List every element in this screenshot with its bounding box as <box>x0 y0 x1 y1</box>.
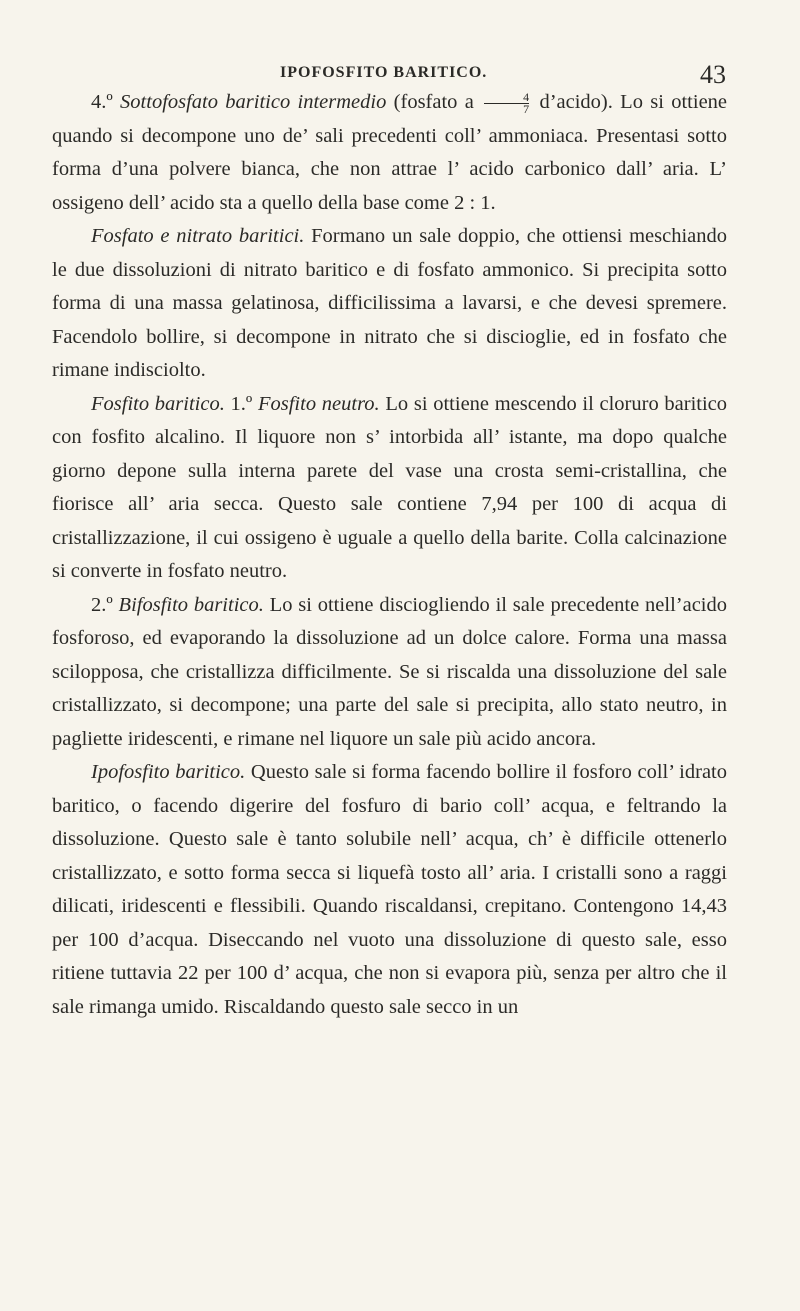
fraction-denominator: 7 <box>523 101 530 116</box>
paragraph-text: (fosfato a <box>386 91 482 113</box>
paragraph-heading: Bifosfito baritico. <box>118 593 264 616</box>
paragraph-text: Lo si ottiene mescendo il cloruro baritico con fosfito alcalino. Il liquore non s’ intorbida all’ istante, ma dopo qualche giorno depone sulla interna parete del vase una crosta semi-cristallina, che fiorisce all’ aria secca. Questo sale contiene 7,94 per 100 di acqua di cristallizzazione, il cui ossigeno è uguale a quello della barite. Colla calcinazione si converte in fosfato neutro. <box>52 392 728 582</box>
paragraph-ipofosfito <box>52 756 727 1024</box>
paragraph-sottofosfato <box>52 86 727 220</box>
paragraph-text: d’acido). Lo si ottiene quando si decompone uno de’ sali precedenti coll’ ammoniaca. Presentasi sotto forma d’una polvere bianca, che non attrae l’ acido carbonico dall’ aria. L’ ossigeno dell’ acido sta a quello della base come 2 : 1. <box>52 91 728 214</box>
paragraph-number: 2.º <box>91 593 119 616</box>
paragraph-text: Formano un sale doppio, che ottiensi meschiando le due dissoluzioni di nitrato baritico e di fosfato ammonico. Si precipita sotto forma di una massa gelatinosa, difficilissima a lavarsi, e che devesi spremere. Facendolo bollire, si decompone in nitrato che si discioglie, ed in fosfato che rimane indisciolto. <box>52 225 727 381</box>
page-number: 43 <box>700 60 726 89</box>
paragraph-number: 4.º <box>91 91 121 113</box>
body-text <box>52 86 727 1024</box>
paragraph-heading: Fosfato e nitrato baritici. <box>91 225 305 247</box>
paragraph-heading: Ipofosfito baritico. <box>91 761 246 783</box>
paragraph-heading: Sottofosfato baritico intermedio <box>120 91 387 113</box>
fraction <box>484 89 530 116</box>
paragraph-subheading: Fosfito neutro. <box>257 392 380 415</box>
paragraph-fosfato-nitrato <box>52 220 727 388</box>
fraction-numerator: 4 <box>484 92 529 104</box>
paragraph-heading: Fosfito baritico. <box>91 392 225 415</box>
paragraph-bifosfito <box>52 589 727 757</box>
running-head-title: IPOFOSFITO BARITICO. <box>280 64 488 81</box>
paragraph-text: Questo sale si forma facendo bollire il fosforo coll’ idrato baritico, o facendo digerire del fosfuro di bario coll’ acqua, e feltrando la dissoluzione. Questo sale è tanto solubile nell’ acqua, ch’ è difficile ottenerlo cristallizzato, e sotto forma secca si liquefà tosto all’ aria. I cristalli sono a raggi dilicati, iridescenti e flessibili. Quando riscaldansi, crepitano. Contengono 14,43 per 100 d’acqua. Diseccando nel vuoto una dissoluzione di questo sale, esso ritiene tuttavia 22 per 100 d’ acqua, che non si evapora più, senza per altro che il sale rimanga umido. Riscaldando questo sale secco in un <box>52 761 728 1018</box>
paragraph-text: Lo si ottiene disciogliendo il sale precedente nell’acido fosforoso, ed evaporando la dissoluzione ad un dolce calore. Forma una massa scilopposa, che cristallizza difficilmente. Se si riscalda una dissoluzione del sale cristallizzato, si decompone; una parte del sale si precipita, allo stato neutro, in pagliette iridescenti, e rimane nel liquore un sale più acido ancora. <box>52 593 727 750</box>
paragraph-fosfito <box>52 388 727 589</box>
paragraph-number: 1.º <box>224 392 258 415</box>
